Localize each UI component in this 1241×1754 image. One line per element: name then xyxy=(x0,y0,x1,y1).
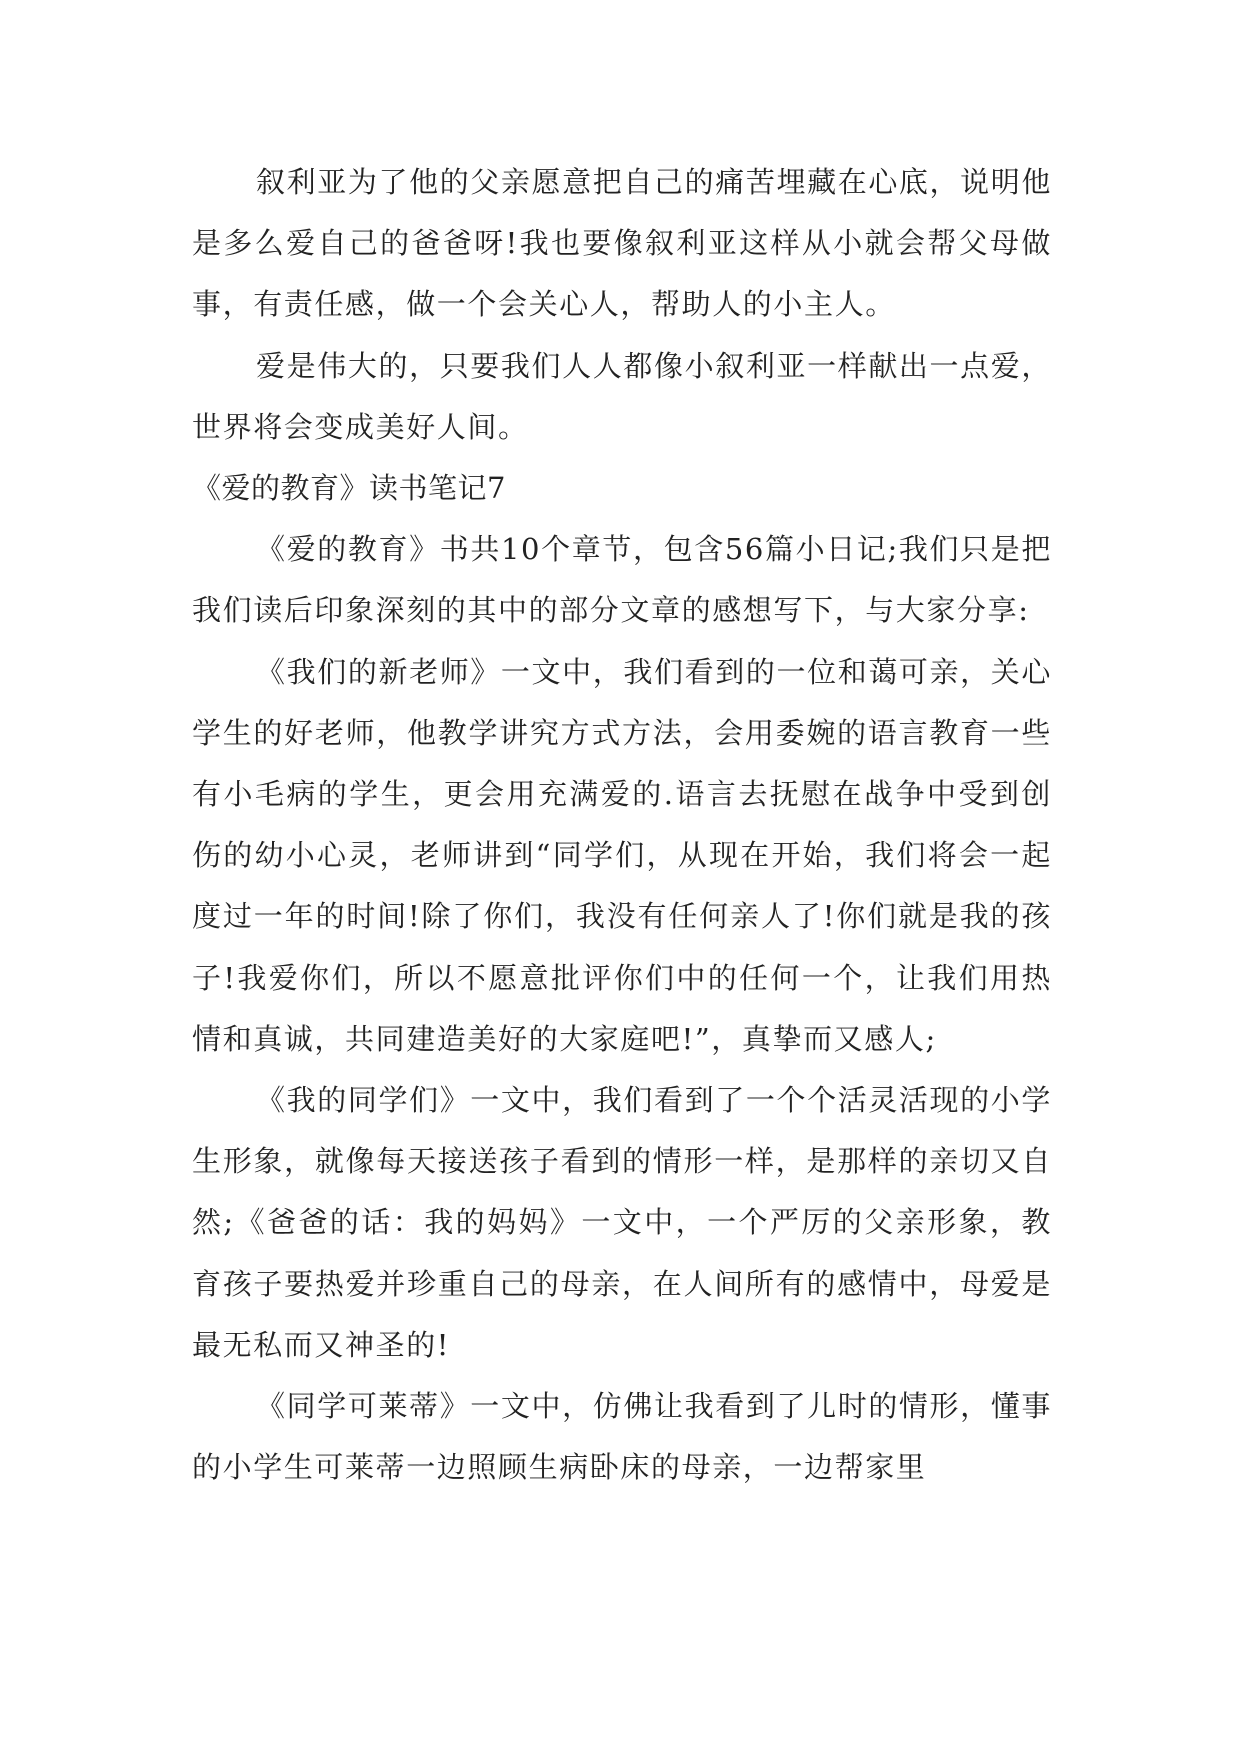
paragraph-classmate-coretti: 《同学可莱蒂》一文中，仿佛让我看到了儿时的情形，懂事的小学生可莱蒂一边照顾生病卧床的母亲，一边帮家里 xyxy=(192,1389,1052,1485)
document-body xyxy=(192,152,1052,1498)
paragraph-syria-conclusion: 叙利亚为了他的父亲愿意把自己的痛苦埋藏在心底，说明他是多么爱自己的爸爸呀!我也要像叙利亚这样从小就会帮父母做事，有责任感，做一个会关心人，帮助人的小主人。 xyxy=(192,165,1052,322)
paragraph-love-is-great: 爱是伟大的，只要我们人人都像小叙利亚一样献出一点爱，世界将会变成美好人间。 xyxy=(192,348,1052,444)
section-heading: 《爱的教育》读书笔记7 xyxy=(192,471,506,506)
paragraph-classmates: 《我的同学们》一文中，我们看到了一个个活灵活现的小学生形象，就像每天接送孩子看到的情形一样，是那样的亲切又自然;《爸爸的话：我的妈妈》一文中，一个严厉的父亲形象，教育孩子要热爱并珍重自己的母亲，在人间所有的感情中，母爱是最无私而又神圣的! xyxy=(192,1083,1052,1362)
paragraph-new-teacher: 《我们的新老师》一文中，我们看到的一位和蔼可亲，关心学生的好老师，他教学讲究方式方法，会用委婉的语言教育一些有小毛病的学生，更会用充满爱的.语言去抚慰在战争中受到创伤的幼小心灵，老师讲到“同学们，从现在开始，我们将会一起度过一年的时间!除了你们，我没有任何亲人了!你们就是我的孩子!我爱你们，所以不愿意批评你们中的任何一个，让我们用热情和真诚，共同建造美好的大家庭吧!”，真挚而又感人; xyxy=(192,654,1052,1056)
paragraph-book-overview: 《爱的教育》书共10个章节，包含56篇小日记;我们只是把我们读后印象深刻的其中的部分文章的感想写下，与大家分享: xyxy=(192,532,1052,628)
